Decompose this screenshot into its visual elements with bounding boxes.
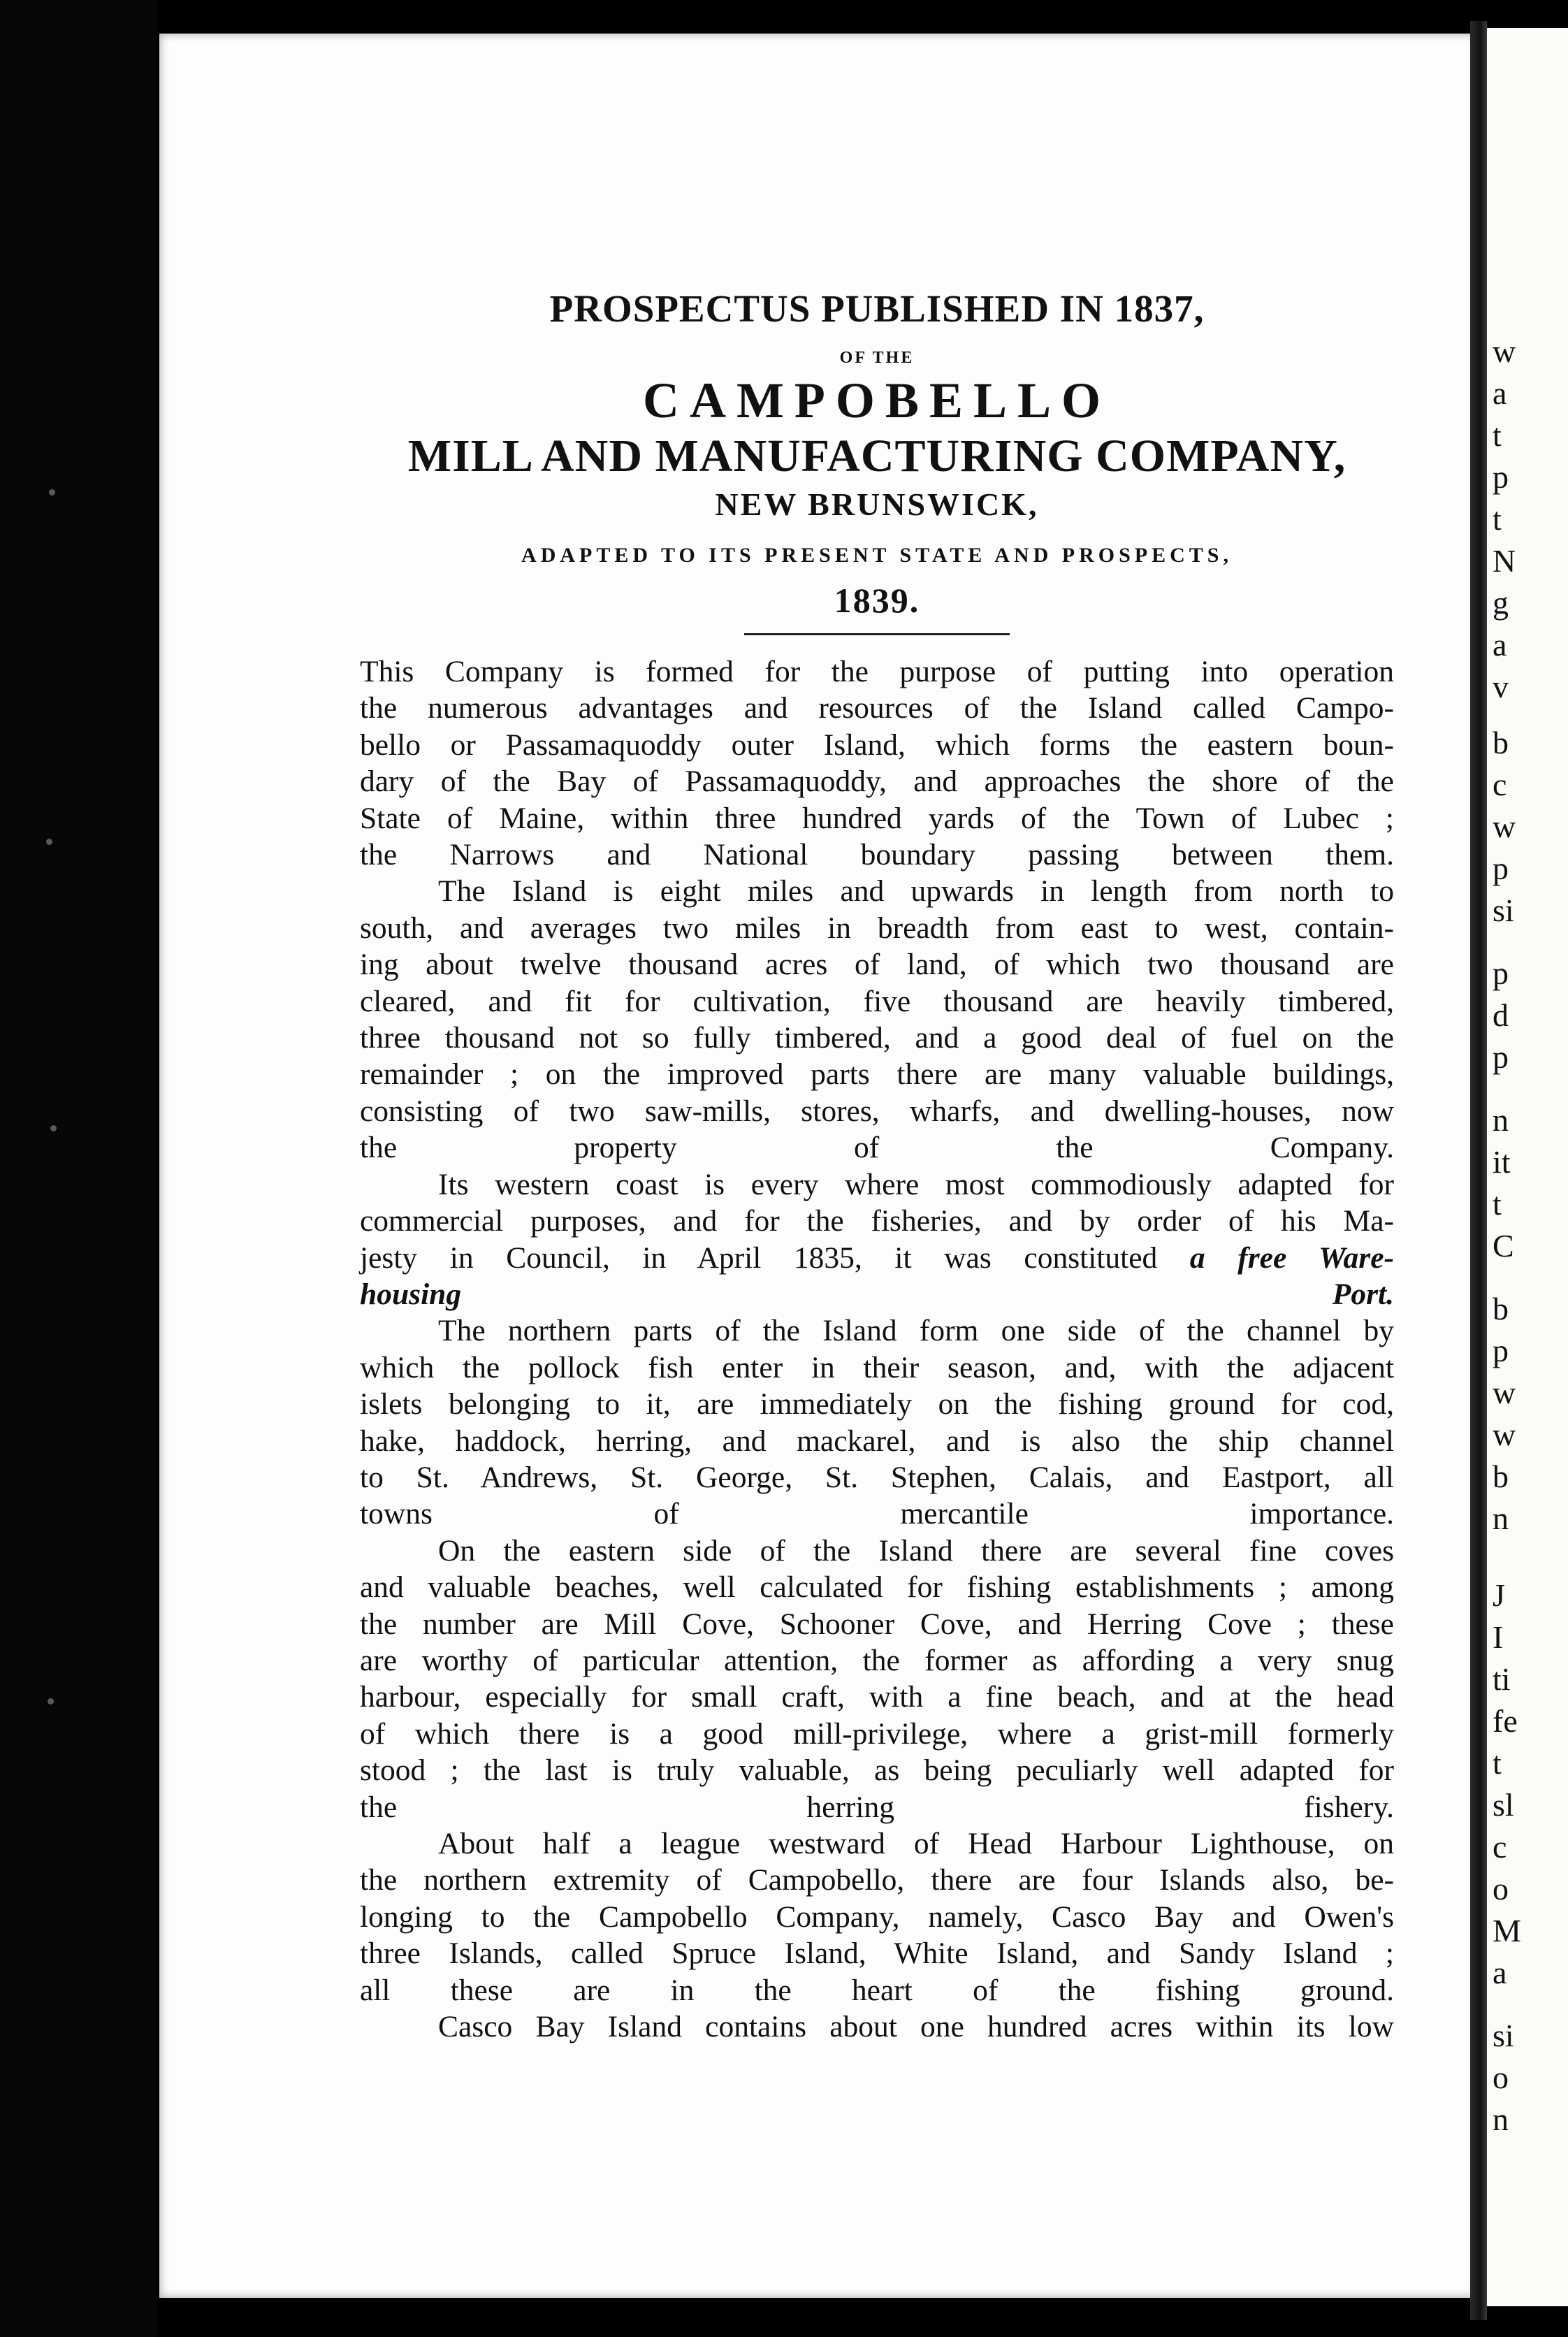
facing-page-fragment: p — [1493, 1333, 1509, 1368]
facing-page-fragment: v — [1493, 669, 1509, 704]
facing-page-fragment: t — [1493, 501, 1502, 537]
facing-page-fragment: n — [1493, 1500, 1509, 1536]
text-line: all these are in the heart of the fishing ground. — [360, 1973, 1394, 2007]
text-line: are worthy of particular attention, the former as affording a very snug — [360, 1643, 1394, 1677]
facing-page-fragment: t — [1493, 1745, 1502, 1781]
facing-page-fragment: b — [1493, 1459, 1509, 1494]
facing-page-fragment: a — [1493, 1955, 1507, 1990]
text-line: the northern extremity of Campobello, there are four Islands also, be- — [360, 1863, 1394, 1897]
text-line: remainder ; on the improved parts there are many valuable buildings, — [360, 1057, 1394, 1092]
company-name-line1: CAMPOBELLO — [642, 372, 1112, 428]
facing-page-fragment: a — [1493, 375, 1507, 411]
text-line: the numerous advantages and resources of the Island called Campo- — [360, 691, 1394, 725]
facing-page-fragment: M — [1493, 1913, 1521, 1948]
facing-page-fragment: sl — [1493, 1787, 1514, 1823]
text-line: This Company is formed for the purpose of putting into operation — [360, 655, 1394, 688]
prospectus-heading: PROSPECTUS PUBLISHED IN 1837, — [549, 287, 1205, 330]
facing-page-fragment: fe — [1493, 1703, 1518, 1739]
text-line: State of Maine, within three hundred yards of the Town of Lubec ; — [360, 801, 1394, 835]
text-line — [360, 1240, 1394, 1276]
text-line: three Islands, called Spruce Island, White Island, and Sandy Island ; — [360, 1937, 1394, 1971]
adapted-subtitle: ADAPTED TO ITS PRESENT STATE AND PROSPECTS, — [521, 544, 1233, 567]
year-label: 1839. — [834, 581, 920, 620]
facing-page-fragment: w — [1493, 1375, 1516, 1410]
text-line: three thousand not so fully timbered, and a good deal of fuel on the — [360, 1021, 1394, 1055]
scan-left-margin — [0, 0, 157, 2337]
facing-page-fragment: p — [1493, 955, 1509, 991]
scan-speck — [49, 489, 55, 495]
facing-page-fragment: n — [1493, 1102, 1509, 1138]
text-line: hake, haddock, herring, and mackarel, and is also the ship channel — [360, 1424, 1394, 1458]
facing-page-fragment: I — [1493, 1619, 1504, 1655]
text-line: Its western coast is every where most commodiously adapted for — [438, 1167, 1394, 1201]
company-name-line2: MILL AND MANUFACTURING COMPANY, — [407, 430, 1346, 482]
facing-page-fragment: C — [1493, 1228, 1514, 1264]
text-line: On the eastern side of the Island there are several fine coves — [438, 1533, 1394, 1568]
facing-page-fragment: N — [1493, 543, 1516, 579]
facing-page-fragment: J — [1493, 1577, 1505, 1613]
text-line: bello or Passamaquoddy outer Island, which forms the eastern boun- — [360, 728, 1394, 762]
text-line: the property of the Company. — [360, 1131, 1394, 1165]
title-divider — [744, 633, 1010, 635]
text-line: About half a league westward of Head Harbour Lighthouse, on — [438, 1827, 1394, 1860]
facing-page-fragment: d — [1493, 997, 1509, 1033]
text-line: of which there is a good mill-privilege, where a grist-mill formerly — [360, 1716, 1394, 1751]
page-gutter — [1470, 21, 1487, 2320]
paragraph-7 — [360, 2009, 1394, 2045]
facing-page-fragment: w — [1493, 809, 1516, 844]
scan-speck — [46, 839, 52, 845]
facing-page-fragment: si — [1493, 2018, 1514, 2053]
text-line: the herring fishery. — [360, 1790, 1394, 1824]
facing-page-fragment: a — [1493, 627, 1507, 663]
facing-page-fragment: it — [1493, 1144, 1511, 1180]
paragraph-5 — [360, 1533, 1394, 1825]
facing-page-fragment: g — [1493, 585, 1509, 621]
text-line: consisting of two saw-mills, stores, wharfs, and dwelling-houses, now — [360, 1094, 1394, 1128]
text-line — [360, 1276, 1394, 1312]
free-warehousing-emphasis: housing Port. — [360, 1277, 1394, 1311]
text-line: stood ; the last is truly valuable, as being peculiarly well adapted for — [360, 1753, 1394, 1788]
facing-page-fragment: t — [1493, 417, 1502, 453]
text-line: the number are Mill Cove, Schooner Cove, and Herring Cove ; these — [360, 1607, 1394, 1641]
text-line: The Island is eight miles and upwards in length from north to — [438, 874, 1394, 909]
text-line: to St. Andrews, St. George, St. Stephen, Calais, and Eastport, all — [360, 1460, 1394, 1494]
text-line: towns of mercantile importance. — [360, 1497, 1394, 1531]
scan-speck — [50, 1125, 57, 1131]
body-text — [360, 653, 1394, 2045]
text-line: cleared, and fit for cultivation, five thousand are heavily timbered, — [360, 984, 1394, 1018]
text-run: jesty in Council, in April 1835, it was constituted — [360, 1240, 1158, 1275]
text-line: south, and averages two miles in breadth from east to west, contain- — [360, 911, 1394, 945]
facing-page-fragment: c — [1493, 767, 1507, 802]
text-line: commercial purposes, and for the fisheries, and by order of his Ma- — [360, 1204, 1394, 1238]
text-line: islets belonging to it, are immediately on the fishing ground for cod, — [360, 1387, 1394, 1421]
paragraph-3 — [360, 1166, 1394, 1313]
facing-page-fragment: o — [1493, 1871, 1509, 1906]
text-line: longing to the Campobello Company, namely, Casco Bay and Owen's — [360, 1900, 1394, 1934]
facing-page-fragment: c — [1493, 1829, 1507, 1865]
facing-page-fragment: si — [1493, 892, 1514, 928]
facing-page-fragment: t — [1493, 1186, 1502, 1222]
text-line: Casco Bay Island contains about one hundred acres within its low — [438, 2010, 1394, 2044]
free-warehousing-emphasis: a free Ware- — [1189, 1240, 1395, 1275]
text-line: ing about twelve thousand acres of land, of which two thousand are — [360, 948, 1394, 982]
facing-page-fragment: w — [1493, 1417, 1516, 1452]
scan-speck — [48, 1698, 54, 1705]
text-line: which the pollock fish enter in their season, and, with the adjacent — [360, 1350, 1394, 1384]
province-label: NEW BRUNSWICK, — [715, 486, 1039, 522]
paragraph-2 — [360, 873, 1394, 1166]
facing-page-fragment: w — [1493, 333, 1516, 369]
facing-page-fragment: p — [1493, 1039, 1509, 1075]
facing-page-fragment: o — [1493, 2060, 1509, 2095]
paragraph-1 — [360, 653, 1394, 873]
facing-page-fragment: n — [1493, 2101, 1509, 2137]
paragraph-4 — [360, 1312, 1394, 1532]
document-content — [360, 287, 1394, 2045]
text-line: dary of the Bay of Passamaquoddy, and approaches the shore of the — [360, 765, 1394, 799]
facing-page-fragment: b — [1493, 725, 1509, 760]
text-line: harbour, especially for small craft, with a fine beach, and at the head — [360, 1680, 1394, 1714]
of-the-label: OF THE — [839, 349, 915, 367]
text-line: the Narrows and National boundary passing between them. — [360, 838, 1394, 872]
facing-page-fragment: p — [1493, 459, 1509, 495]
text-line: and valuable beaches, well calculated for fishing establishments ; among — [360, 1570, 1394, 1605]
facing-page-edge — [1487, 28, 1568, 2306]
facing-page-fragment: p — [1493, 851, 1509, 886]
facing-page-fragment: b — [1493, 1291, 1509, 1326]
text-line: The northern parts of the Island form one side of the channel by — [438, 1314, 1394, 1348]
paragraph-6 — [360, 1825, 1394, 2009]
facing-page-fragment: ti — [1493, 1661, 1511, 1697]
